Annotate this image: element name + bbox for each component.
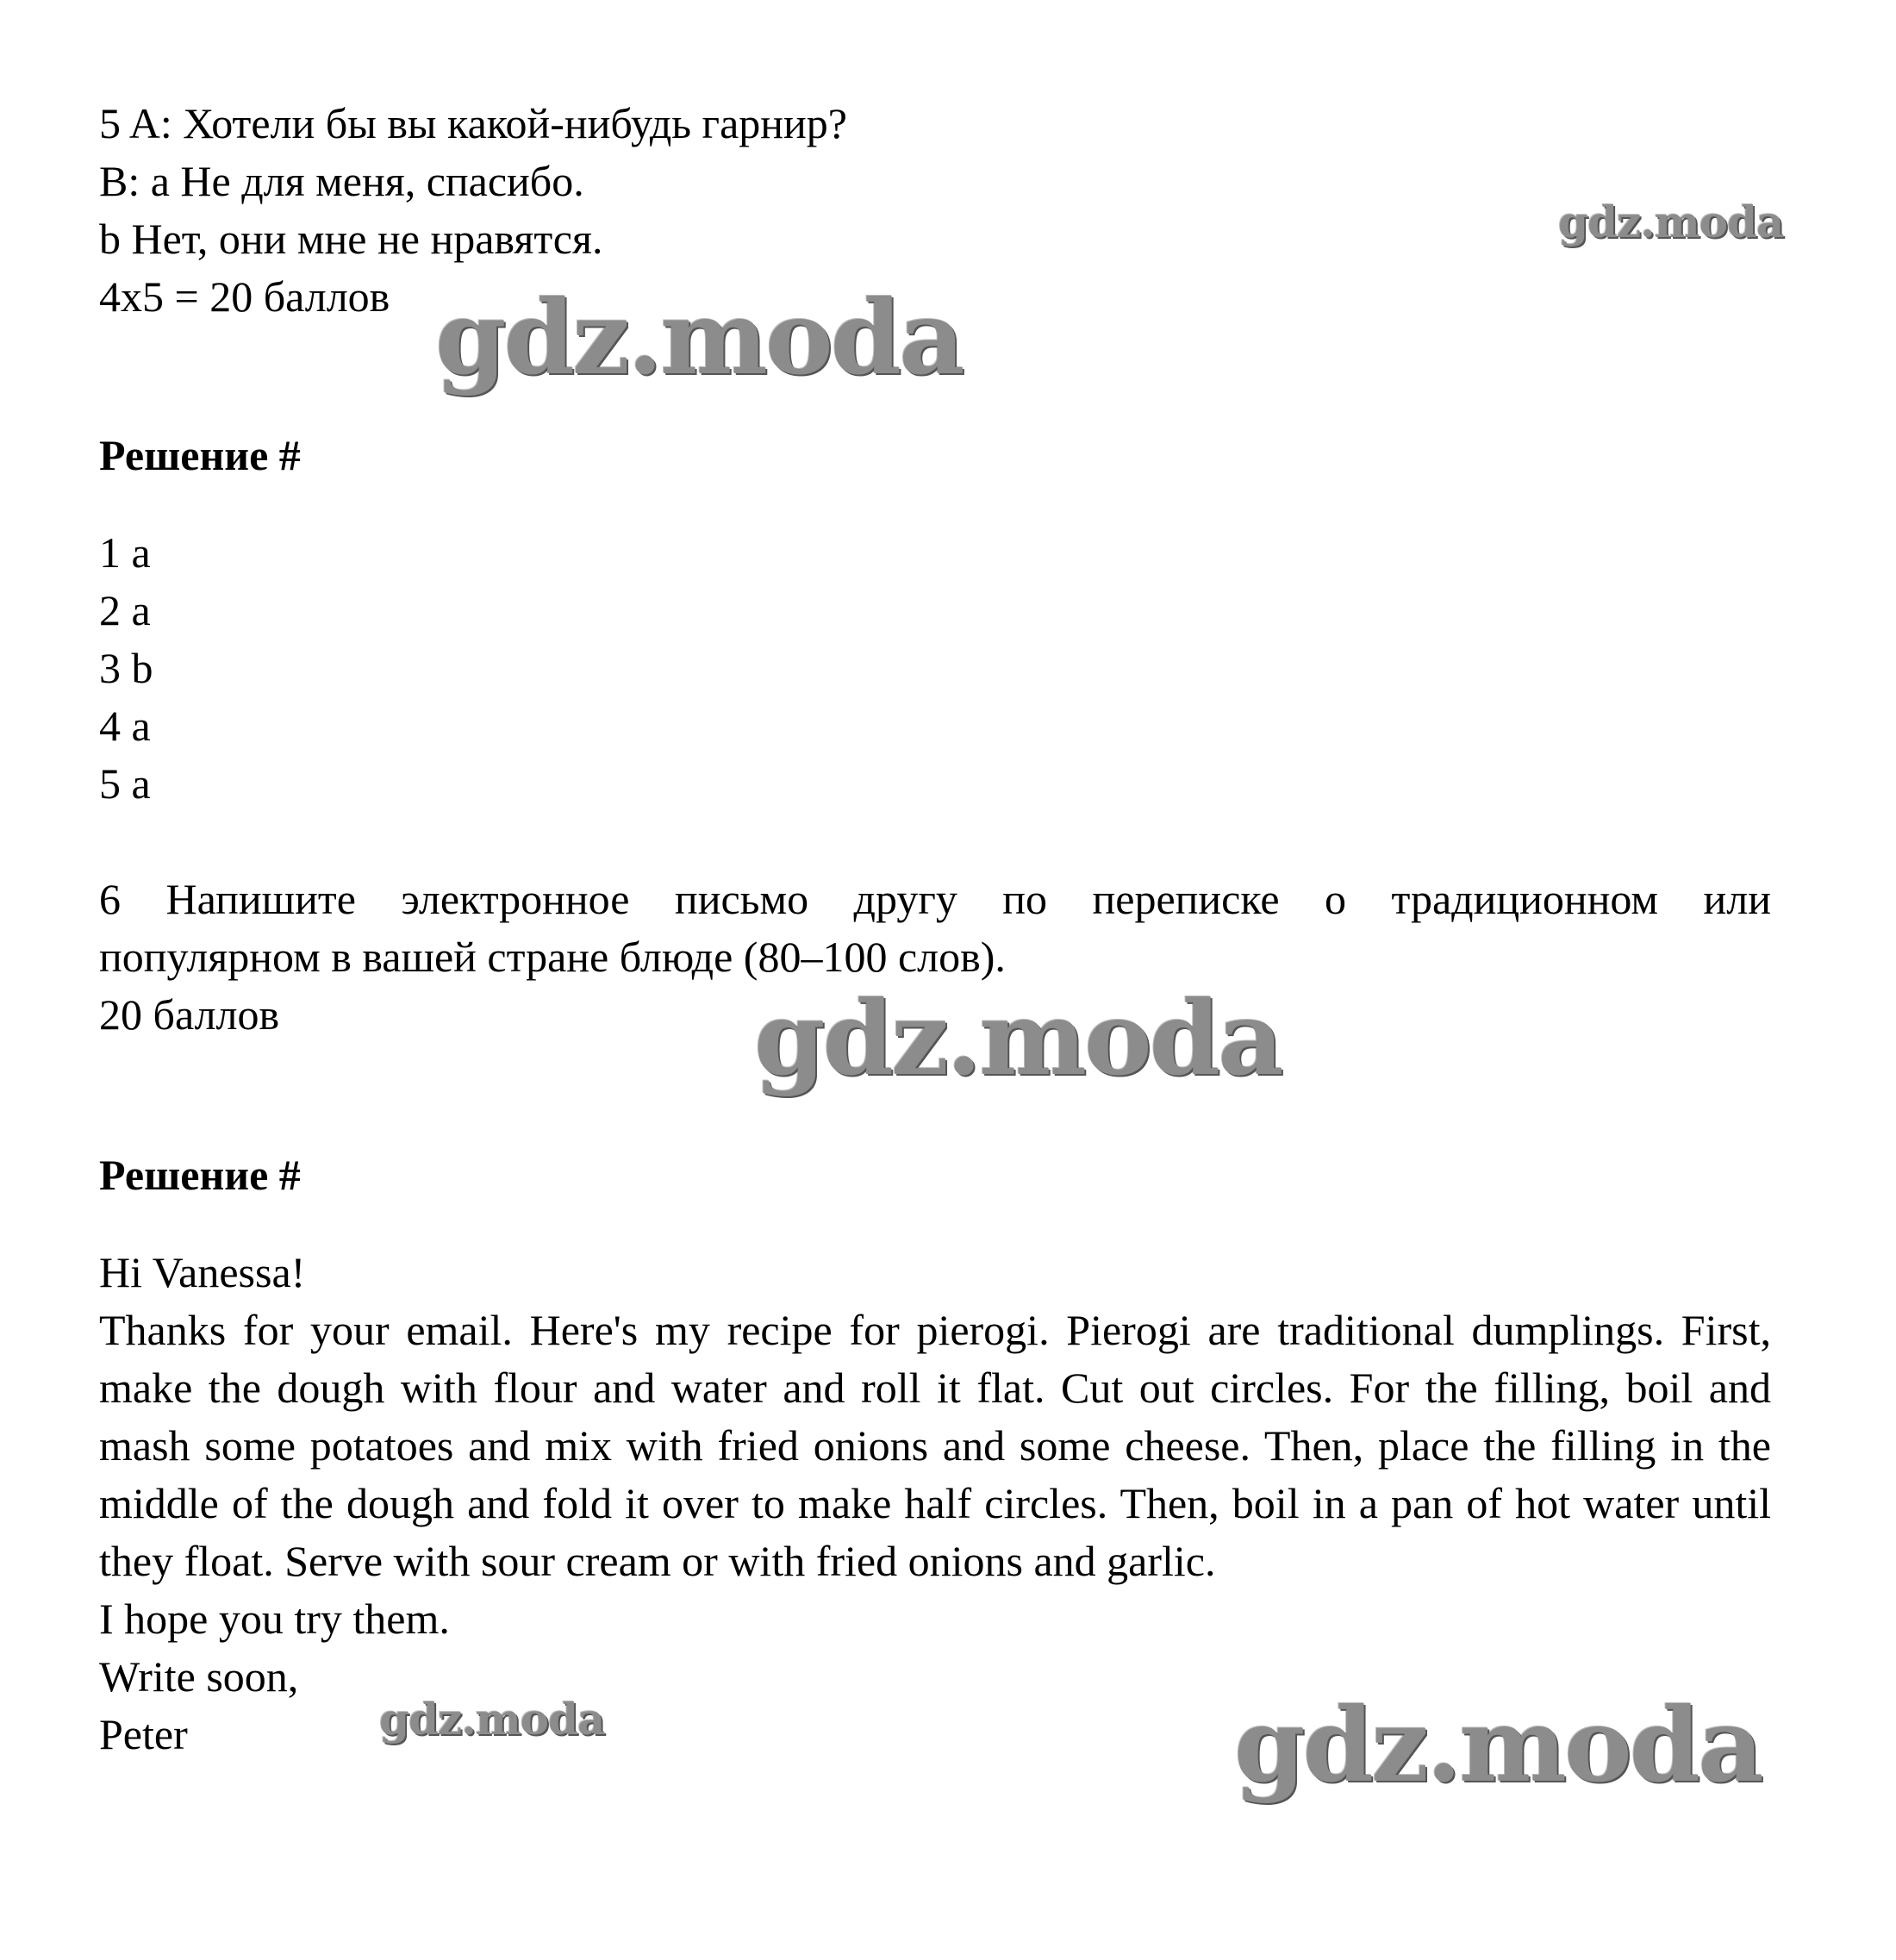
task6-prompt-line1: 6 Напишите электронное письмо другу по переписке о традиционном или [99, 875, 1771, 923]
task5-question: 5 A: Хотели бы вы какой-нибудь гарнир? [99, 99, 847, 147]
watermark-logo: gdz.moda [1558, 197, 1784, 247]
task5-option-b: b Нет, они мне не нравятся. [99, 215, 603, 263]
task6-prompt-line2: популярном в вашей стране блюде (80–100 слов). [99, 933, 1006, 981]
letter-closing-1: I hope you try them. [99, 1595, 450, 1643]
answer-item: 5 a [99, 759, 151, 808]
letter-signature: Peter [99, 1710, 188, 1758]
task6-score: 20 баллов [99, 990, 280, 1039]
answer-item: 2 a [99, 586, 151, 634]
solution2-heading: Решение # [99, 1151, 301, 1199]
answer-item: 3 b [99, 644, 153, 692]
watermark-logo: gdz.moda [1234, 1685, 1762, 1805]
task5-option-a: B: a Не для меня, спасибо. [99, 157, 584, 205]
solution1-answers [99, 524, 1771, 813]
letter-body: Thanks for your email. Here's my recipe for pierogi. Pierogi are traditional dumplings. First, make the dough with flour and water and roll it flat. Cut out circles. For the filling, boil and mash some potatoes and mix with fried onions and some cheese. Then, place the filling in the middle of the dough and fold it over to make half circles. Then, boil in a pan of hot water until they float. Serve with sour cream or with fried onions and garlic. [99, 1306, 1771, 1585]
task5-score: 4x5 = 20 баллов [99, 272, 390, 321]
answer-item: 1 a [99, 528, 151, 577]
letter-greeting: Hi Vanessa! [99, 1248, 306, 1296]
answer-item: 4 a [99, 702, 151, 750]
letter-closing-2: Write soon, [99, 1652, 299, 1701]
solution1-heading: Решение # [99, 431, 301, 479]
watermark-logo: gdz.moda [435, 278, 963, 397]
watermark-logo: gdz.moda [379, 1694, 605, 1745]
watermark-logo: gdz.moda [754, 978, 1282, 1098]
